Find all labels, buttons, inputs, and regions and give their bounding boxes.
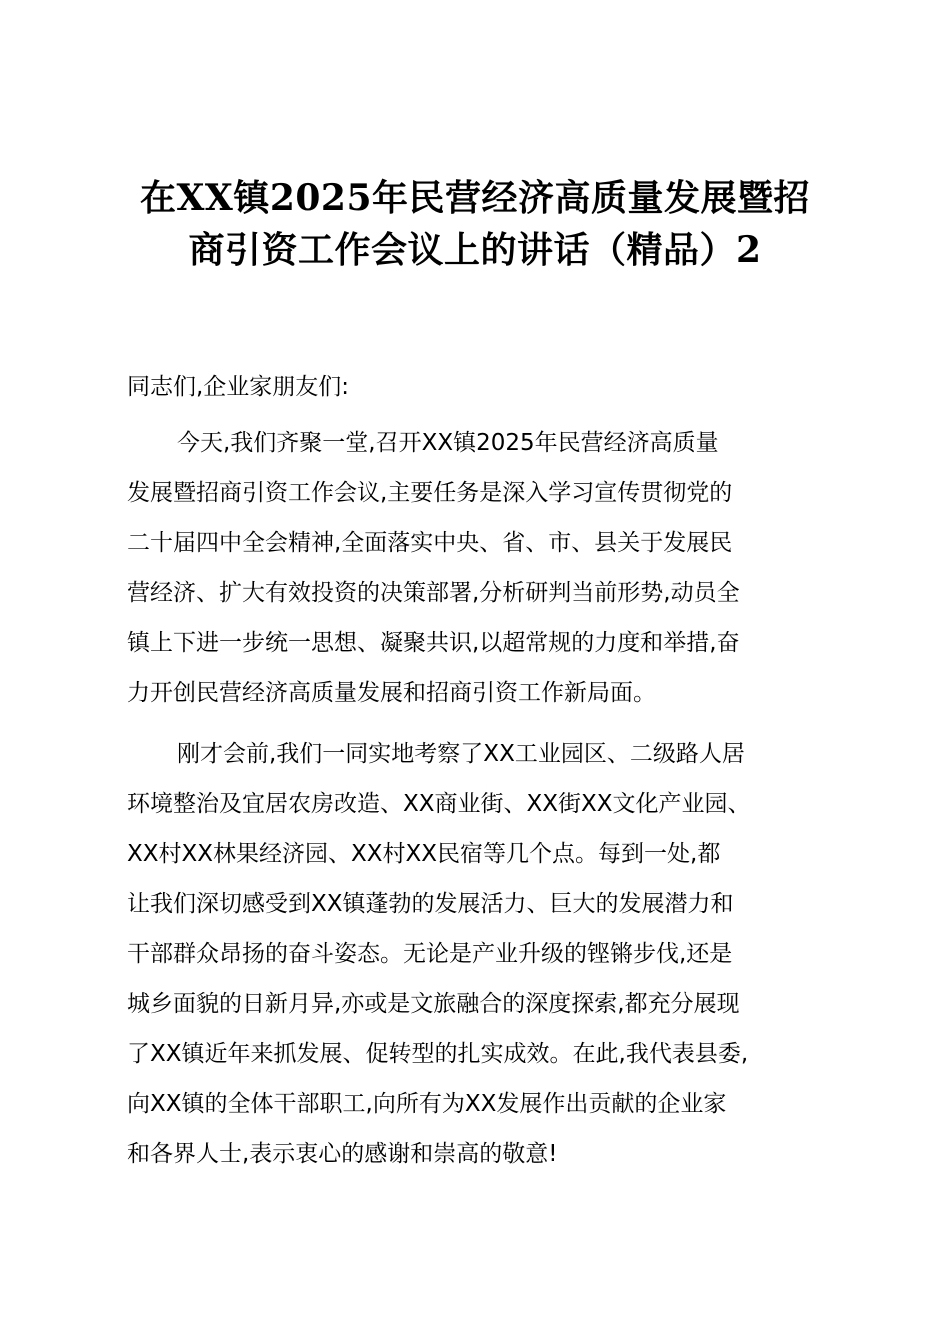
paragraph-line: 刚才会前,我们一同实地考察了XX工业园区、二级路人居 [177,741,745,767]
paragraph-line: 二十届四中全会精神,全面落实中央、省、市、县关于发展民 [127,530,733,556]
paragraph [127,418,827,718]
paragraph-line: 镇上下进一步统一思想、凝聚共识,以超常规的力度和举措,奋 [127,630,740,656]
title-line: 商引资工作会议上的讲话（精品）2 [188,229,762,271]
title-line: 在XX镇2025年民营经济高质量发展暨招 [139,177,811,219]
paragraph-line: 环境整治及宜居农房改造、XX商业街、XX街XX文化产业园、 [127,791,751,817]
paragraph-line: 干部群众昂扬的奋斗姿态。无论是产业升级的铿锵步伐,还是 [127,941,733,967]
paragraph-line: 发展暨招商引资工作会议,主要任务是深入学习宣传贯彻党的 [127,480,733,506]
paragraph-line: 了XX镇近年来抓发展、促转型的扎实成效。在此,我代表县委, [127,1041,749,1067]
paragraph-line: 力开创民营经济高质量发展和招商引资工作新局面。 [127,680,656,706]
paragraph [127,729,827,1179]
paragraph-line: 和各界人士,表示衷心的感谢和崇高的敬意! [127,1141,558,1167]
paragraph-line: XX村XX林果经济园、XX村XX民宿等几个点。每到一处,都 [127,841,721,867]
salutation: 同志们,企业家朋友们: [127,374,350,400]
paragraph-line: 今天,我们齐聚一堂,召开XX镇2025年民营经济高质量 [177,430,719,456]
paragraph-line: 营经济、扩大有效投资的决策部署,分析研判当前形势,动员全 [127,580,740,606]
document-title [100,172,850,276]
paragraph-line: 城乡面貌的日新月异,亦或是文旅融合的深度探索,都充分展现 [127,991,740,1017]
document-body [127,368,827,1190]
paragraph-line: 让我们深切感受到XX镇蓬勃的发展活力、巨大的发展潜力和 [127,891,734,917]
paragraph-line: 向XX镇的全体干部职工,向所有为XX发展作出贡献的企业家 [127,1091,727,1117]
